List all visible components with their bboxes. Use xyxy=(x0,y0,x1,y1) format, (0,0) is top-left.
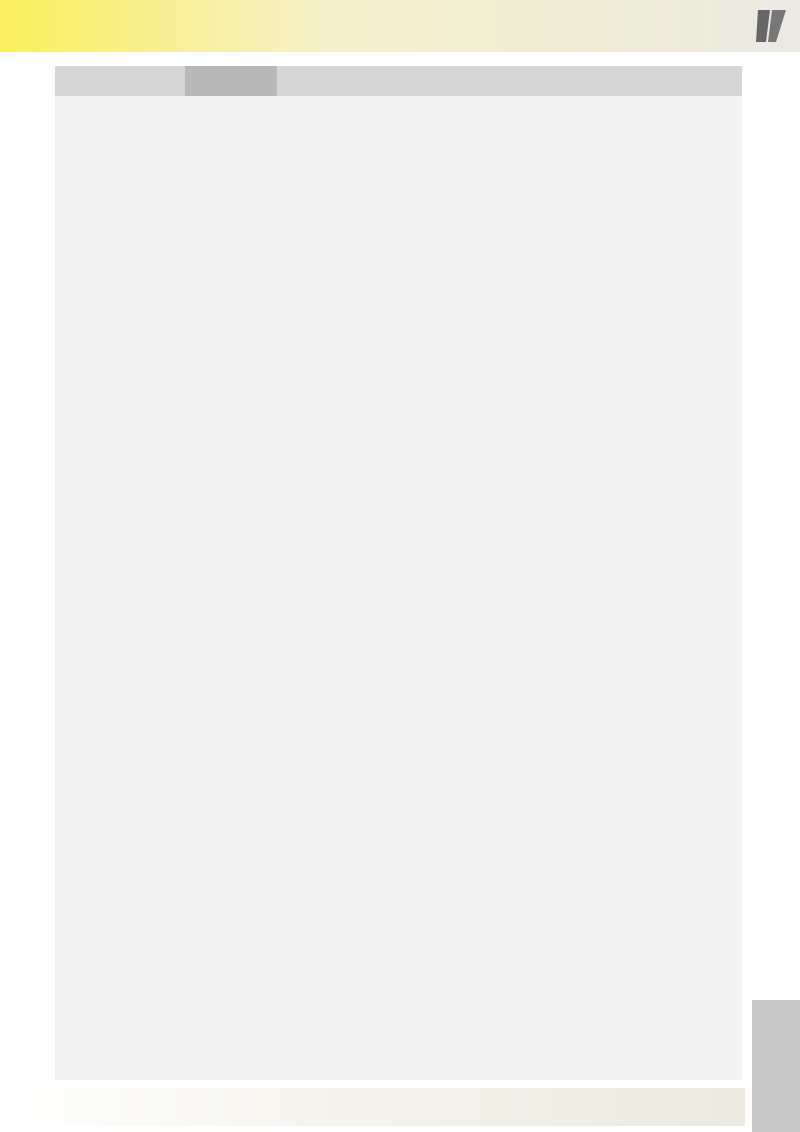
header-bar xyxy=(0,0,800,52)
footer-bar xyxy=(0,1088,745,1126)
column-header-type xyxy=(643,66,698,96)
section-logo-icon xyxy=(752,6,790,46)
side-tab xyxy=(752,1000,800,1132)
table-header xyxy=(55,66,742,96)
table-background xyxy=(55,66,742,1080)
column-header-material xyxy=(574,66,640,96)
column-header-description xyxy=(279,66,569,96)
column-header-form xyxy=(703,66,741,96)
column-header-article xyxy=(55,66,110,96)
column-header-standard xyxy=(185,66,277,96)
column-header-page xyxy=(110,66,185,96)
